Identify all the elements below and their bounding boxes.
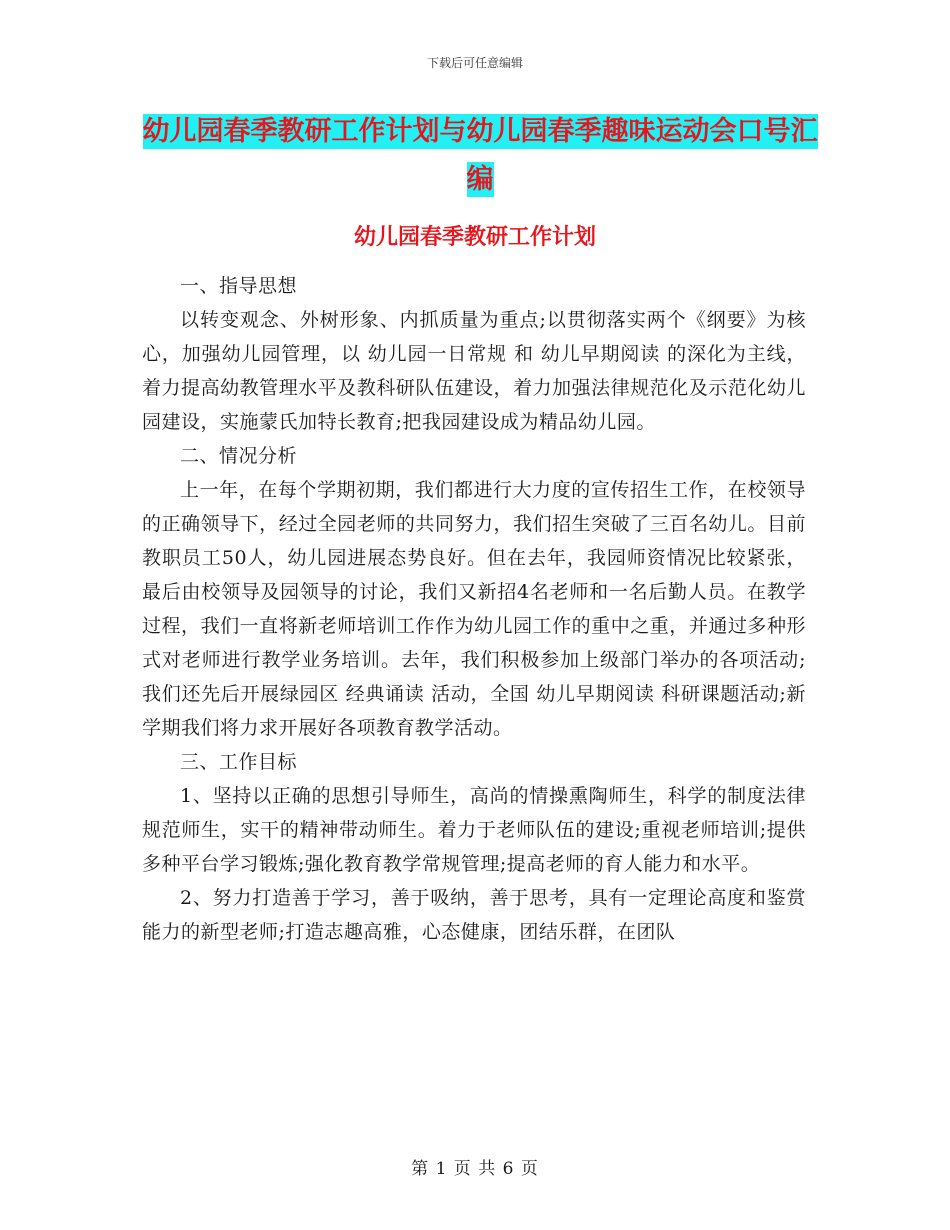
heading-work-goals: 三、工作目标 (180, 751, 298, 773)
paragraph-goal-2: 2、努力打造善于学习，善于吸纳，善于思考，具有一定理论高度和鉴赏能力的新型老师;打造志趣高雅，心态健康，团结乐群，在团队 (142, 887, 806, 943)
document-body (142, 269, 806, 949)
document-title-text: 幼儿园春季教研工作计划与幼儿园春季趣味运动会口号汇编 (142, 116, 818, 195)
page-footer: 第 1 页 共 6 页 (411, 1159, 539, 1179)
heading-situation-analysis: 二、情况分析 (180, 445, 298, 467)
paragraph-guiding-thought: 以转变观念、外树形象、内抓质量为重点;以贯彻落实两个《纲要》为核心，加强幼儿园管理，以 幼儿园一日常规 和 幼儿早期阅读 的深化为主线，着力提高幼教管理水平及教科研队伍建设，着力加强法律规范化及示范化幼儿园建设，实施蒙氏加特长教育;把我园建设成为精品幼儿园。 (142, 309, 806, 433)
paragraph-situation-analysis: 上一年，在每个学期初期，我们都进行大力度的宣传招生工作，在校领导的正确领导下，经过全园老师的共同努力，我们招生突破了三百名幼儿。目前教职员工50人，幼儿园进展态势良好。但在去年，我园师资情况比较紧张，最后由校领导及园领导的讨论，我们又新招4名老师和一名后勤人员。在教学过程，我们一直将新老师培训工作作为幼儿园工作的重中之重，并通过多种形式对老师进行教学业务培训。去年，我们积极参加上级部门举办的各项活动;我们还先后开展绿园区 经典诵读 活动，全国 幼儿早期阅读 科研课题活动;新学期我们将力求开展好各项教育教学活动。 (142, 479, 806, 739)
paragraph-goal-1: 1、坚持以正确的思想引导师生，高尚的情操熏陶师生，科学的制度法律规范师生，实干的精神带动师生。着力于老师队伍的建设;重视老师培训;提供多种平台学习锻炼;强化教育教学常规管理;提高老师的育人能力和水平。 (142, 785, 806, 875)
document-title (140, 108, 820, 204)
header-note: 下载后可任意编辑 (426, 56, 523, 70)
section-title: 幼儿园春季教研工作计划 (353, 225, 596, 250)
heading-guiding-thought: 一、指导思想 (180, 275, 298, 297)
